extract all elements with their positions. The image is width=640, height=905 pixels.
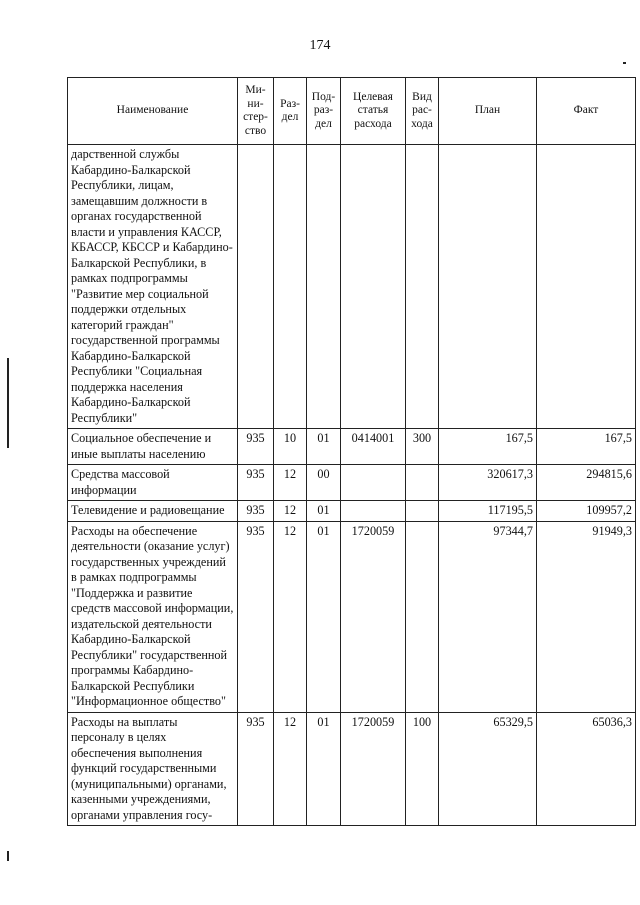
scan-mark-bottom-left xyxy=(7,851,9,861)
row-section: 12 xyxy=(274,465,307,501)
row-section: 12 xyxy=(274,521,307,712)
scan-mark-right xyxy=(623,62,626,64)
row-ministry xyxy=(238,145,274,429)
row-plan: 117195,5 xyxy=(439,501,537,522)
row-expense-type: 300 xyxy=(406,429,439,465)
row-ministry: 935 xyxy=(238,429,274,465)
table-row xyxy=(68,465,636,501)
header-fact: Факт xyxy=(537,78,636,145)
row-fact: 294815,6 xyxy=(537,465,636,501)
row-expense-type xyxy=(406,465,439,501)
row-section xyxy=(274,145,307,429)
table-row xyxy=(68,712,636,826)
table-row xyxy=(68,429,636,465)
row-expense-type xyxy=(406,521,439,712)
row-ministry: 935 xyxy=(238,501,274,522)
row-plan: 65329,5 xyxy=(439,712,537,826)
row-name: Расходы на выплаты персоналу в целях обеспечения выполнения функций государственными (муниципальными) органами, казенными учреждениями, органами управления госу- xyxy=(68,712,238,826)
row-fact: 167,5 xyxy=(537,429,636,465)
header-name: Наименование xyxy=(68,78,238,145)
row-target xyxy=(341,465,406,501)
row-fact: 109957,2 xyxy=(537,501,636,522)
row-section: 10 xyxy=(274,429,307,465)
row-section: 12 xyxy=(274,712,307,826)
row-expense-type xyxy=(406,145,439,429)
row-plan xyxy=(439,145,537,429)
row-ministry: 935 xyxy=(238,521,274,712)
row-plan: 97344,7 xyxy=(439,521,537,712)
row-name: Расходы на обеспечение деятельности (оказание услуг) государственных учреждений в рамках подпрограммы "Поддержка и развитие средств массовой информации, издательской деятельности Кабардино-Балкарской Республики" государственной программы Кабардино-Балкарской Республики "Информационное общество" xyxy=(68,521,238,712)
table-row xyxy=(68,145,636,429)
row-fact xyxy=(537,145,636,429)
row-name: дарственной службы Кабардино-Балкарской Республики, лицам, замещавшим должности в органах государственной власти и управления КАССР, КБАССР, КБССР и Кабардино-Балкарской Республики, в рамках подпрограммы "Развитие мер социальной поддержки отдельных категорий граждан" государственной программы Кабардино-Балкарской Республики "Социальная поддержка населения Кабардино-Балкарской Республики" xyxy=(68,145,238,429)
row-name: Средства массовой информации xyxy=(68,465,238,501)
header-row xyxy=(68,78,636,145)
row-subsection: 01 xyxy=(307,501,341,522)
table-row xyxy=(68,501,636,522)
row-target: 1720059 xyxy=(341,521,406,712)
row-subsection: 01 xyxy=(307,712,341,826)
row-expense-type xyxy=(406,501,439,522)
scan-mark-left xyxy=(7,358,9,448)
row-subsection: 01 xyxy=(307,521,341,712)
row-subsection: 00 xyxy=(307,465,341,501)
row-target: 0414001 xyxy=(341,429,406,465)
row-plan: 320617,3 xyxy=(439,465,537,501)
row-ministry: 935 xyxy=(238,465,274,501)
row-fact: 91949,3 xyxy=(537,521,636,712)
row-expense-type: 100 xyxy=(406,712,439,826)
row-plan: 167,5 xyxy=(439,429,537,465)
header-section: Раз- дел xyxy=(274,78,307,145)
page-number: 174 xyxy=(309,38,331,53)
header-plan: План xyxy=(439,78,537,145)
table-row xyxy=(68,521,636,712)
row-target xyxy=(341,145,406,429)
budget-table xyxy=(67,77,636,826)
header-ministry: Ми- ни- стер- ство xyxy=(238,78,274,145)
row-section: 12 xyxy=(274,501,307,522)
row-subsection: 01 xyxy=(307,429,341,465)
row-subsection xyxy=(307,145,341,429)
row-fact: 65036,3 xyxy=(537,712,636,826)
header-expense-type: Вид рас- хода xyxy=(406,78,439,145)
header-subsection: Под- раз- дел xyxy=(307,78,341,145)
row-ministry: 935 xyxy=(238,712,274,826)
row-name: Телевидение и радиовещание xyxy=(68,501,238,522)
row-name: Социальное обеспечение и иные выплаты населению xyxy=(68,429,238,465)
header-target: Целевая статья расхода xyxy=(341,78,406,145)
row-target xyxy=(341,501,406,522)
row-target: 1720059 xyxy=(341,712,406,826)
